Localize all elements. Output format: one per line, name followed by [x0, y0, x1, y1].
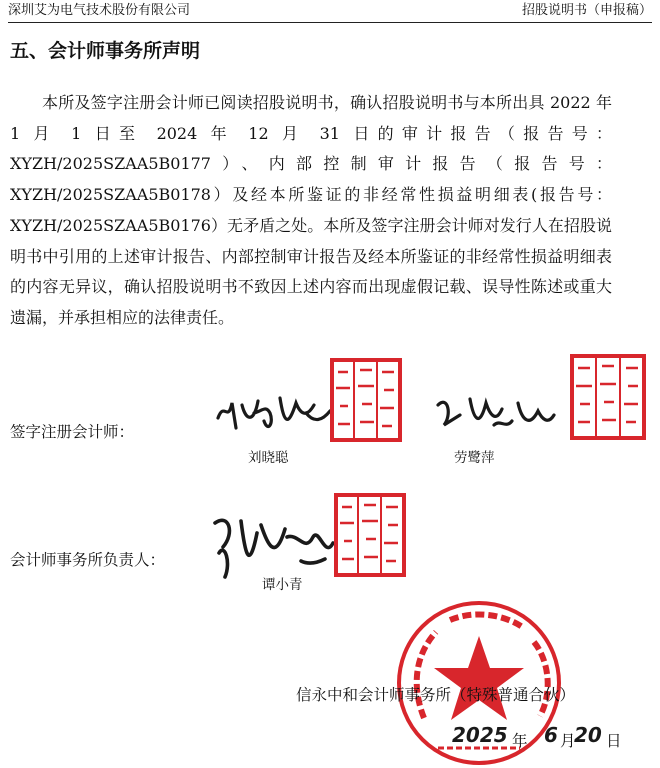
date-month: 6 [544, 723, 558, 747]
signing-date [452, 723, 622, 757]
date-day-unit: 日 [606, 732, 622, 750]
page-header [8, 0, 652, 23]
cpa2-seal [570, 354, 646, 440]
date-day: 20 [574, 723, 602, 747]
date-year: 2025 [452, 723, 508, 747]
header-doc-type: 招股说明书（申报稿） [521, 3, 652, 18]
header-company: 深圳艾为电气技术股份有限公司 [8, 3, 191, 18]
cpa2-handwritten-signature [430, 385, 560, 445]
firm-head-label: 会计师事务所负责人： [10, 551, 166, 569]
head-name: 谭小青 [262, 577, 303, 593]
section-title: 五、会计师事务所声明 [10, 40, 201, 62]
firm-name: 信永中和会计师事务所（特殊普通合伙） [296, 686, 576, 704]
date-month-unit: 月 [560, 732, 576, 750]
cpa2-name: 劳鹭萍 [454, 450, 495, 466]
date-year-unit: 年 [512, 732, 528, 750]
head-seal [334, 493, 406, 577]
cpa-label: 签字注册会计师： [10, 423, 135, 441]
cpa1-seal [330, 358, 402, 442]
cpa1-name: 刘晓聪 [248, 450, 289, 466]
statement-paragraph: 本所及签字注册会计师已阅读招股说明书，确认招股说明书与本所出具 2022 年 1 月 1 日至 2024 年 12 月 31 日的审计报告（报告号：XYZH/2025SZAA5B0177）、内部控制审计报告（报告号：XYZH/2025SZAA5B0178）及经本所鉴证的非经常性损益明细表(报告号：XYZH/2025SZAA5B0176）无矛盾之处。本所及签字注册会计师对发行人在招股说明书中引用的上述审计报告、内部控制审计报告及经本所鉴证的非经常性损益明细表的内容无异议，确认招股说明书不致因上述内容而出现虚假记载、误导性陈述或重大遗漏，并承担相应的法律责任。 [10, 93, 612, 327]
cpa1-handwritten-signature [210, 383, 340, 443]
